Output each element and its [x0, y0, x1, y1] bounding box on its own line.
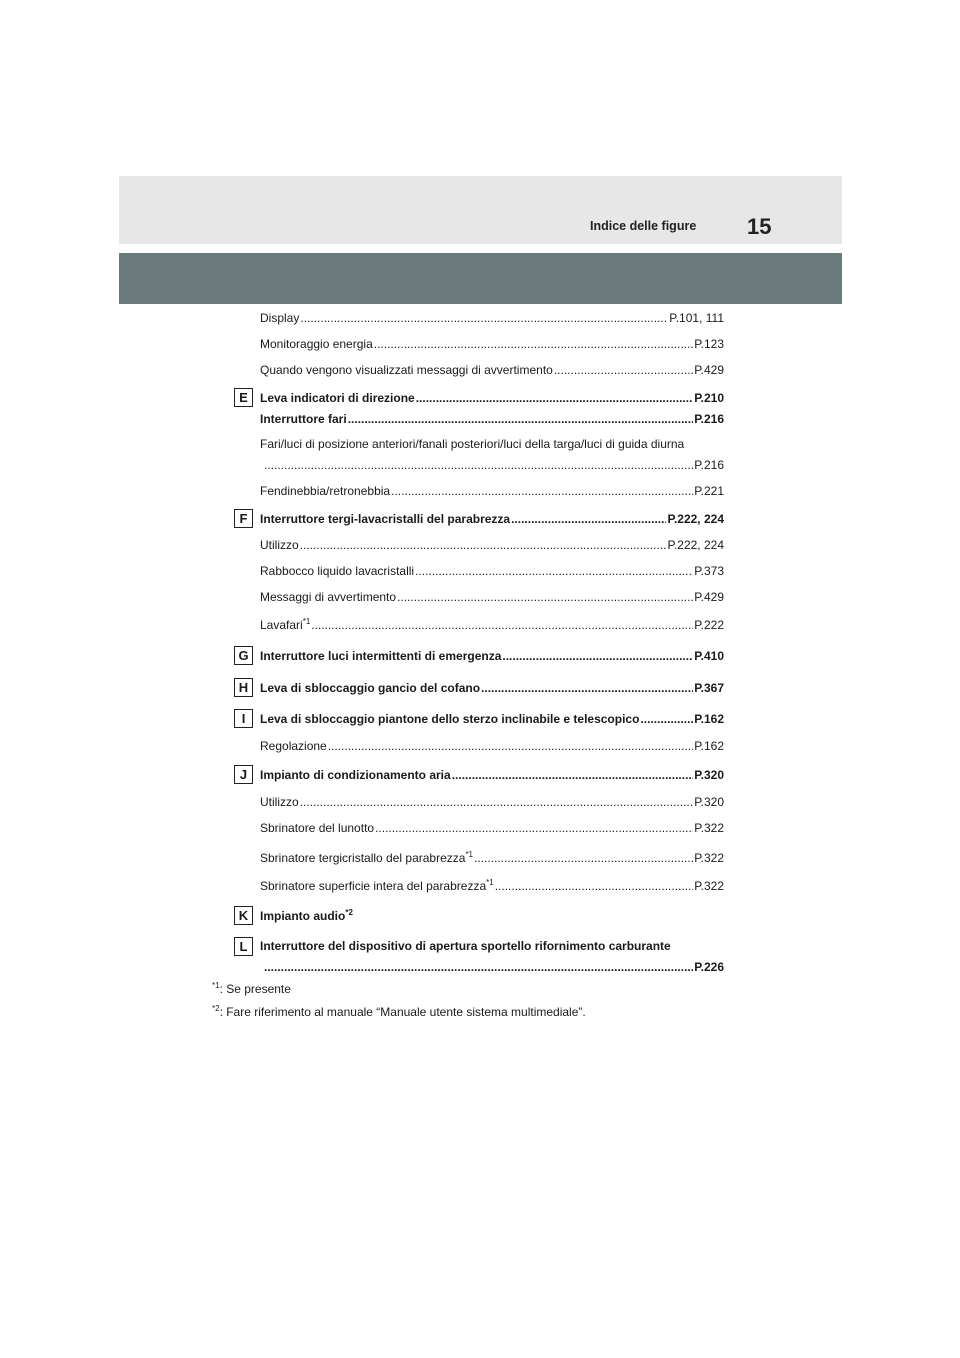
toc-entry-rabbocco-liquido[interactable]: Rabbocco liquido lavacristalli ..... P.373	[260, 563, 724, 579]
toc-entry-gancio-cofano[interactable]: Leva di sbloccaggio gancio del cofano ..... P.367	[260, 680, 724, 696]
toc-entry-regolazione[interactable]: Regolazione ..... P.162	[260, 738, 724, 754]
toc-entry-display[interactable]: Display ..... P.101, 111	[260, 310, 724, 326]
section-letter-h: H	[234, 678, 253, 697]
section-letter-j: J	[234, 765, 253, 784]
toc-entry-messaggi-avvertimento[interactable]: Messaggi di avvertimento ..... P.429	[260, 589, 724, 605]
section-letter-f: F	[234, 509, 253, 528]
section-letter-k: K	[234, 906, 253, 925]
section-letter-g: G	[234, 646, 253, 665]
toc-entry-impianto-audio[interactable]: Impianto audio$^{*2}$	[260, 908, 353, 923]
page-title: Indice delle figure	[590, 219, 697, 233]
toc-entry-leva-indicatori[interactable]: Leva indicatori di direzione ..... P.210	[260, 390, 724, 406]
toc-entry-sportello-carburante[interactable]: ..... P.226	[264, 959, 724, 975]
section-letter-e: E	[234, 388, 253, 407]
toc-entry-fari-luci[interactable]: ..... P.216	[264, 457, 724, 473]
toc-entry-utilizzo-clima[interactable]: Utilizzo ..... P.320	[260, 794, 724, 810]
toc-entry-monitoraggio-energia[interactable]: Monitoraggio energia ..... P.123	[260, 336, 724, 352]
header-band	[119, 253, 842, 304]
toc-entry-tergi-lavacristalli[interactable]: Interruttore tergi-lavacristalli del parabrezza ..... P.222, 224	[260, 511, 724, 527]
toc-entry-sbrinatore-parabrezza[interactable]: Sbrinatore superficie intera del parabrezza$^{*1}$ ..... P.322	[260, 878, 724, 894]
page-number: 15	[747, 214, 772, 239]
toc-entry-fendinebbia[interactable]: Fendinebbia/retronebbia ..... P.221	[260, 483, 724, 499]
toc-entry-interruttore-fari[interactable]: Interruttore fari ..... P.216	[260, 411, 724, 427]
toc-entry-sbrinatore-lunotto[interactable]: Sbrinatore del lunotto ..... P.322	[260, 820, 724, 836]
toc-entry-sportello-carburante-label: Interruttore del dispositivo di apertura sportello rifornimento carburante	[260, 939, 671, 953]
toc-entry-luci-emergenza[interactable]: Interruttore luci intermittenti di emergenza ..... P.410	[260, 648, 724, 664]
footnote-1: $^{*1}$: Se presente	[212, 981, 291, 996]
section-letter-l: L	[234, 937, 253, 956]
toc-entry-fari-luci-label: Fari/luci di posizione anteriori/fanali posteriori/luci della targa/luci di guida diurna	[260, 437, 685, 451]
header-bar	[119, 176, 842, 244]
section-letter-i: I	[234, 709, 253, 728]
toc-entry-sbrinatore-tergicristallo[interactable]: Sbrinatore tergicristallo del parabrezza$^{*1}$ ..... P.322	[260, 850, 724, 866]
toc-entry-piantone-sterzo[interactable]: Leva di sbloccaggio piantone dello sterzo inclinabile e telescopico ..... P.162	[260, 711, 724, 727]
toc-entry-utilizzo-tergi[interactable]: Utilizzo ..... P.222, 224	[260, 537, 724, 553]
footnote-2: $^{*2}$: Fare riferimento al manuale “Manuale utente sistema multimediale”.	[212, 1004, 586, 1019]
toc-entry-condizionamento[interactable]: Impianto di condizionamento aria ..... P.320	[260, 767, 724, 783]
toc-entry-messaggi-avvertimento-display[interactable]: Quando vengono visualizzati messaggi di avvertimento ..... P.429	[260, 362, 724, 378]
toc-entry-lavafari[interactable]: Lavafari$^{*1}$ ..... P.222	[260, 617, 724, 633]
